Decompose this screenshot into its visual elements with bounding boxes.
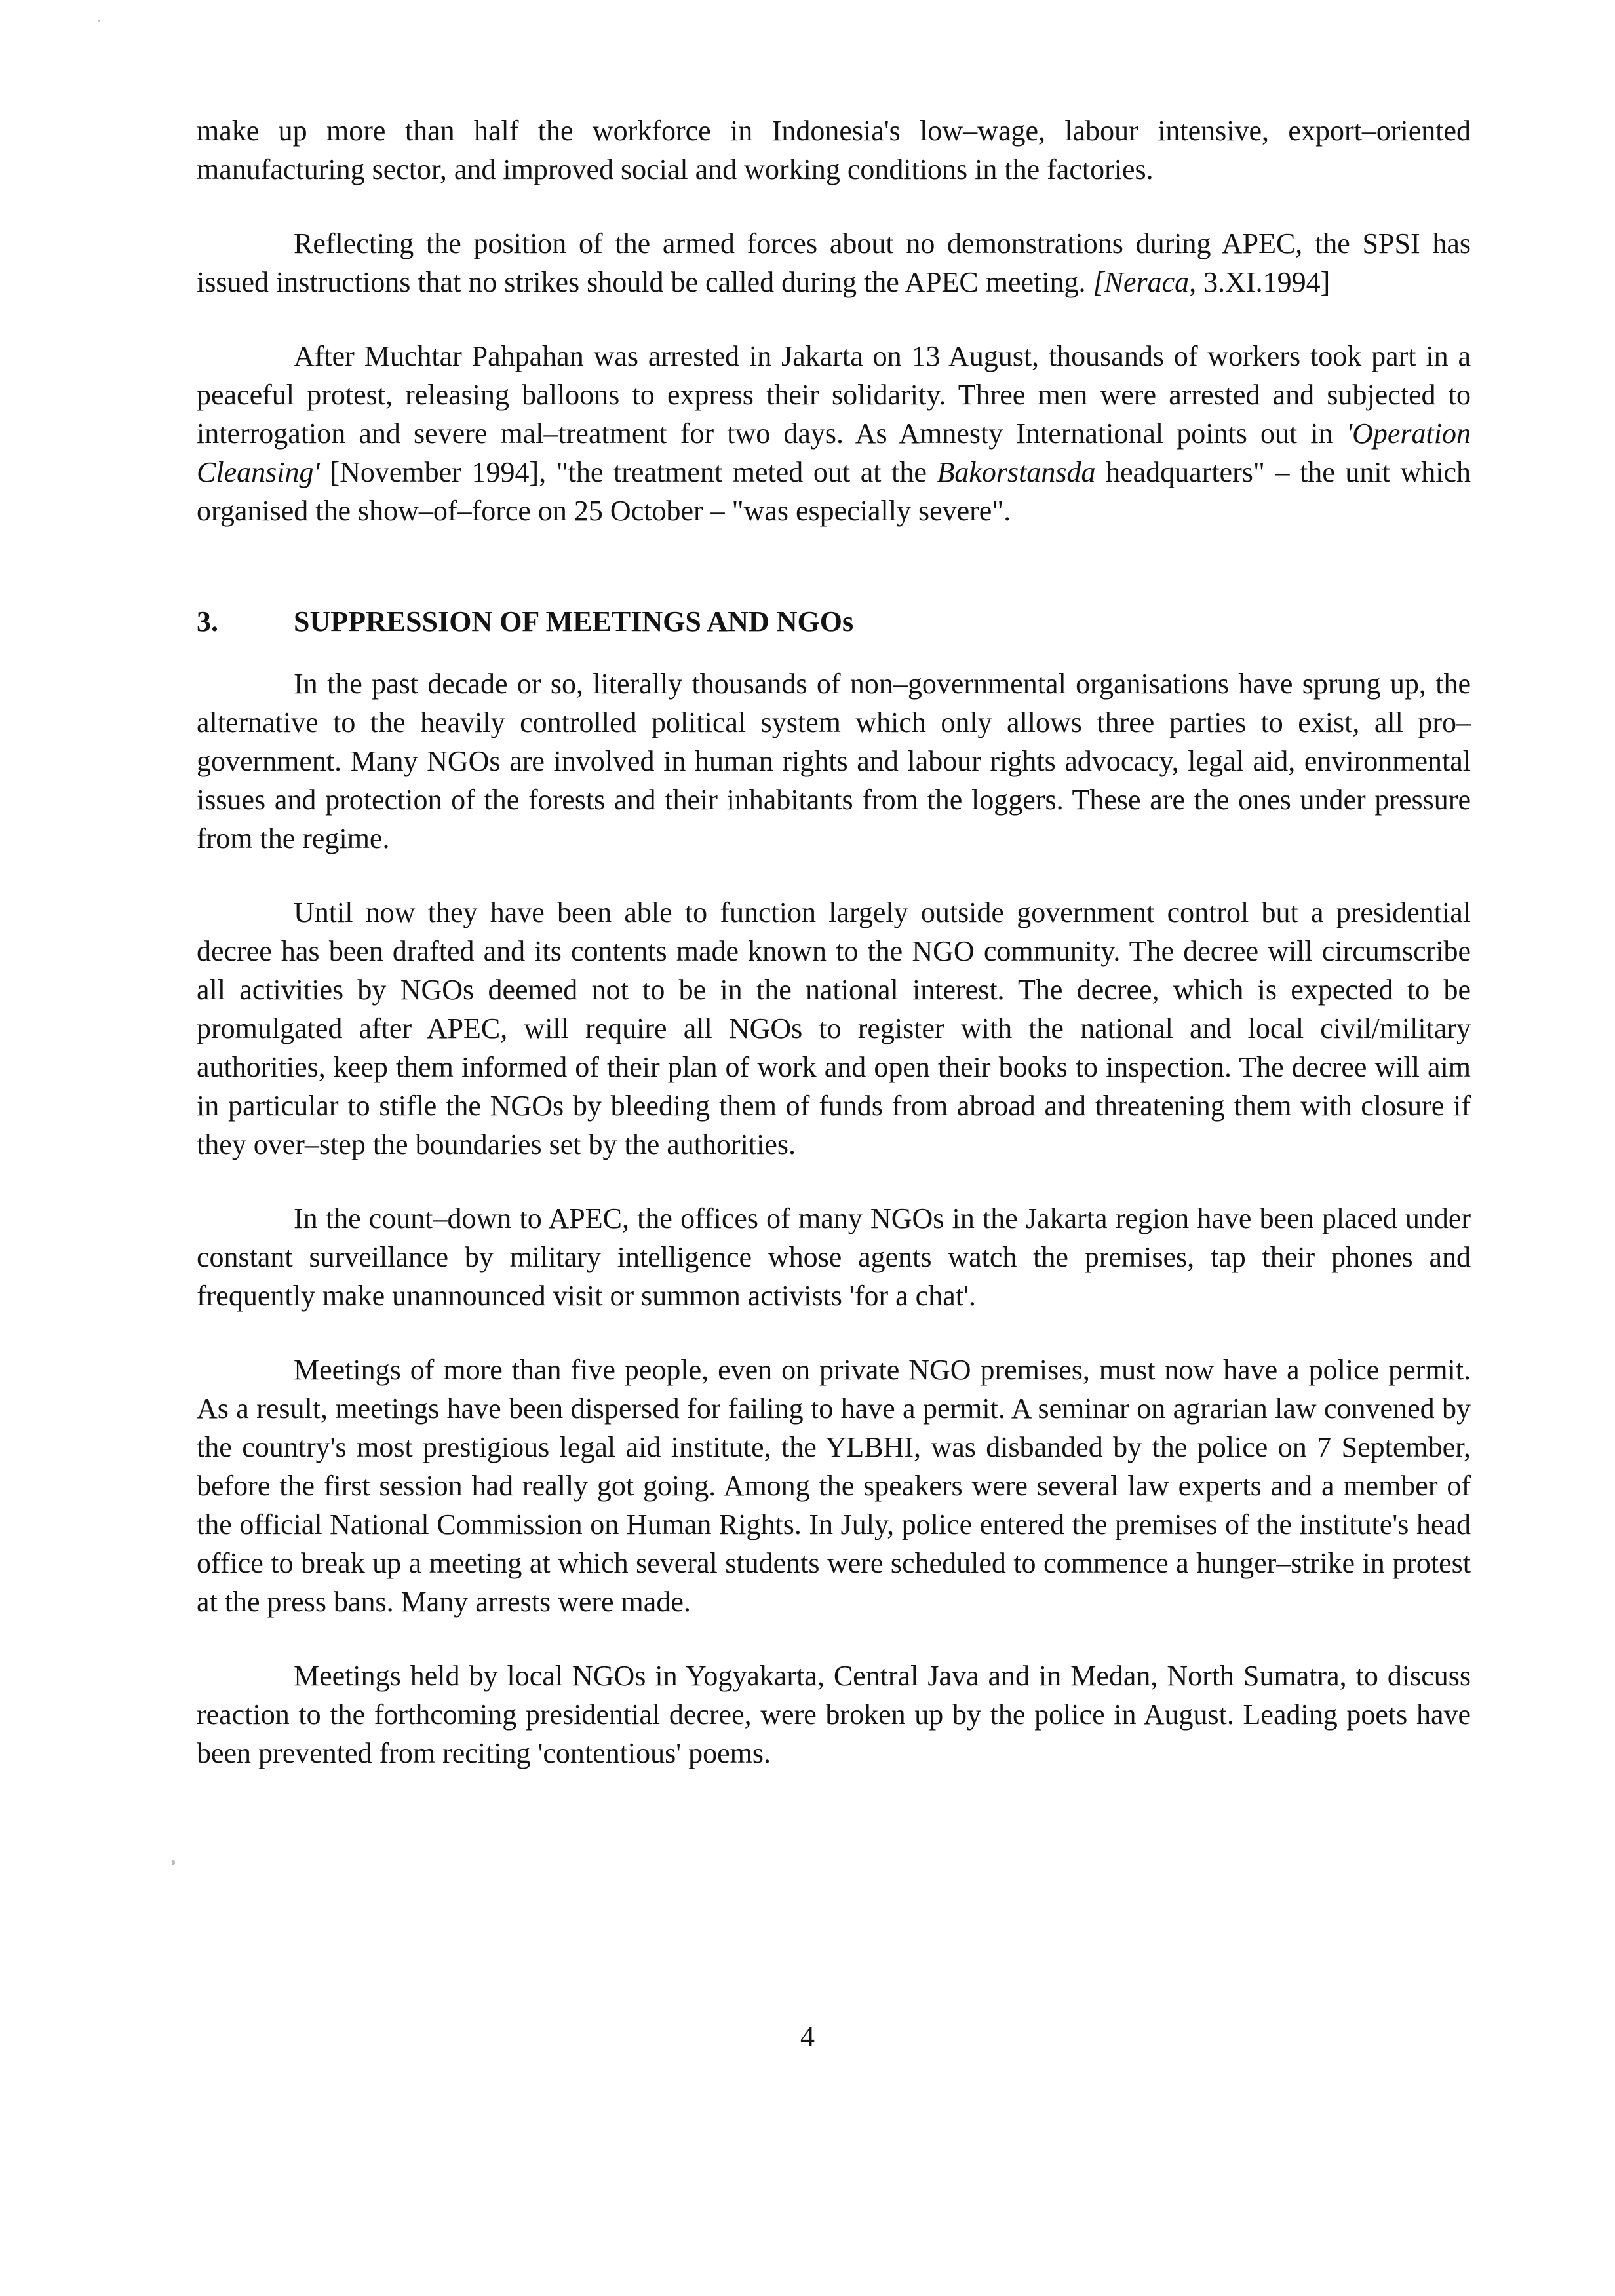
page-number: 4 xyxy=(800,2020,815,2052)
report-title: 'Operation Cleansing' xyxy=(197,417,1471,488)
paragraph-spsi-text: Reflecting the position of the armed forces about no demonstrations during APEC, the SPSI has issued instructions that no strikes should be called during the APEC meeting. xyxy=(197,227,1471,298)
paragraph-surveillance: In the count–down to APEC, the offices of many NGOs in the Jakarta region have been placed under constant surveillance by military intelligence whose agents watch the premises, tap their phones and frequently make unannounced visit or summon activists 'for a chat'. xyxy=(197,1202,1471,1312)
paragraph-meetings-broken-up: Meetings held by local NGOs in Yogyakarta, Central Java and in Medan, North Sumatra, to discuss reaction to the forthcoming presidential decree, were broken up by the police in August. Leading poets have been prevented from reciting 'contentious' poems. xyxy=(197,1660,1471,1769)
paragraph-pahpahan-text-c: headquarters" – the unit which organised the show–of–force on 25 October – "was especially severe". xyxy=(197,456,1471,527)
scan-speck xyxy=(98,20,100,22)
section-heading xyxy=(197,602,1471,641)
paragraph-pahpahan-text-b: [November 1994], "the treatment meted out at the xyxy=(319,456,937,488)
paragraph-workforce: make up more than half the workforce in Indonesia's low–wage, labour intensive, export–oriented manufacturing sector, and improved social and working conditions in the factories. xyxy=(197,115,1471,185)
section-number: 3. xyxy=(197,605,218,638)
document-body xyxy=(197,111,1471,1772)
citation-date: , 3.XI.1994] xyxy=(1189,266,1331,298)
paragraph-ngo-growth: In the past decade or so, literally thousands of non–governmental organisations have sprung up, the alternative to the heavily controlled political system which only allows three parties to exist, all pro–government. Many NGOs are involved in human rights and labour rights advocacy, legal aid, environmental issues and protection of the forests and their inhabitants from the loggers. These are the ones under pressure from the regime. xyxy=(197,668,1471,854)
paragraph-spsi xyxy=(197,224,1471,301)
paragraph-pahpahan-text-a: After Muchtar Pahpahan was arrested in Jakarta on 13 August, thousands of workers took part in a peaceful protest, releasing balloons to express their solidarity. Three men were arrested and subjected to interrogation and severe mal–treatment for two days. As Amnesty International points out in xyxy=(197,340,1471,450)
section-title: SUPPRESSION OF MEETINGS AND NGOs xyxy=(294,605,854,638)
paragraph-pahpahan xyxy=(197,337,1471,530)
unit-name: Bakorstansda xyxy=(937,456,1096,488)
paragraph-presidential-decree: Until now they have been able to function largely outside government control but a presidential decree has been drafted and its contents made known to the NGO community. The decree will circumscribe all activities by NGOs deemed not to be in the national interest. The decree, which is expected to be promulgated after APEC, will require all NGOs to register with the national and local civil/military authorities, keep them informed of their plan of work and open their books to inspection. The decree will aim in particular to stifle the NGOs by bleeding them of funds from abroad and threatening them with closure if they over–step the boundaries set by the authorities. xyxy=(197,896,1471,1160)
paragraph-police-permits: Meetings of more than five people, even on private NGO premises, must now have a police permit. As a result, meetings have been dispersed for failing to have a permit. A seminar on agrarian law convened by the country's most prestigious legal aid institute, the YLBHI, was disbanded by the police on 7 September, before the first session had really got going. Among the speakers were several law experts and a member of the official National Commission on Human Rights. In July, police entered the premises of the institute's head office to break up a meeting at which several students were scheduled to commence a hunger–strike in protest at the press bans. Many arrests were made. xyxy=(197,1354,1471,1618)
scan-speck xyxy=(172,1860,175,1866)
citation-source: [Neraca xyxy=(1093,266,1190,298)
